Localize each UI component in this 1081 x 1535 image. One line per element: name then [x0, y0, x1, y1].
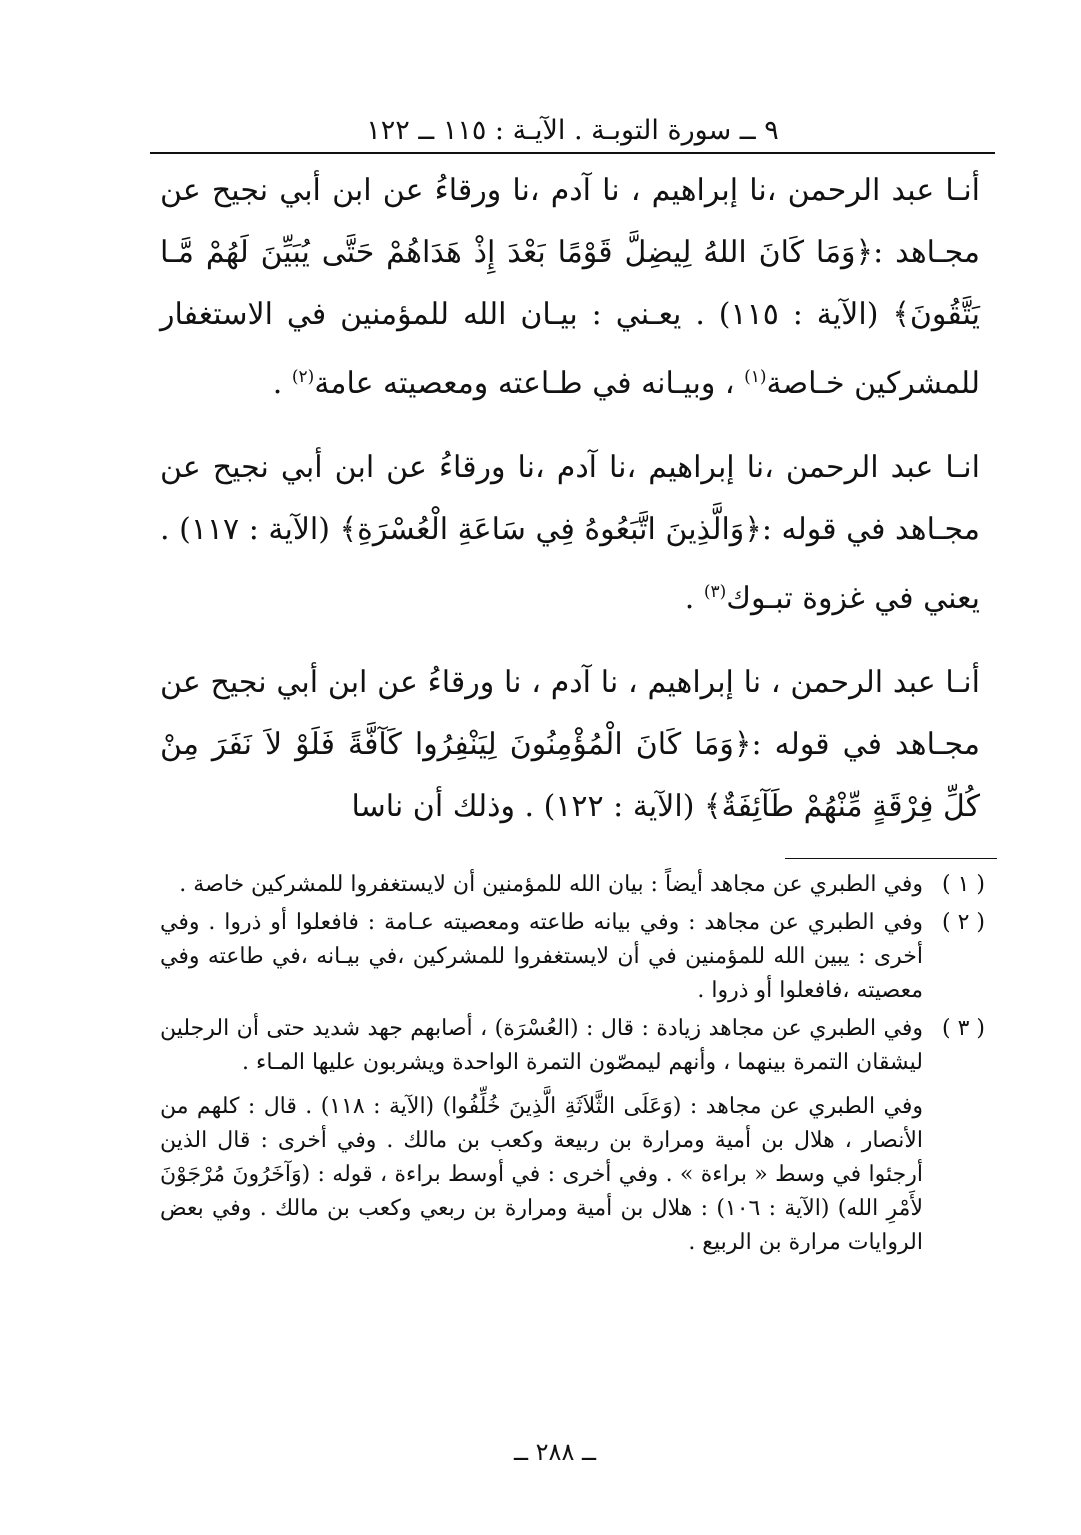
- footnote-ref-1: (١): [744, 367, 767, 387]
- paragraph-1-text-b: ، وبيـانه في طـاعته ومعصيته عامة: [314, 366, 735, 401]
- paragraph-1-text-a: أنـا عبد الرحمن ،نا إبراهيم ، نا آدم ،نا ورقاءُ عن ابن أبي نجيح عن مجـاهد :﴿وَمَا كَانَ اللهُ لِيضِلَّ قَوْمًا بَعْدَ إِذْ هَدَاهُمْ حَتَّى يُبَيِّنَ لَهُمْ مَّـا يَتَّقُونَ﴾ (الآية : ١١٥) . يعـني : بيـان الله للمؤمنين في الاستغفار للمشركين خـاصة: [160, 173, 981, 401]
- footnote-rule: [785, 858, 997, 859]
- paragraph-1: [160, 160, 980, 415]
- footnote-number: ( ٢ ): [942, 910, 985, 935]
- footnote-3-continuation: وفي الطبري عن مجاهد : (وَعَلَى الثَّلاَثَةِ الَّذِينَ خُلِّفُوا) (الآية : ١١٨) . قال : كلهم من الأنصار ، هلال بن أمية ومرارة بن ربيعة وكعب بن مالك . وفي أخرى : قال الذين أرجئوا في وسط « براءة » . وفي أخرى : في أوسط براءة ، قوله : (وَآخَرُونَ مُرْجَوْنَ لأَمْرِ الله) (الآية : ١٠٦) : هلال بن أمية ومرارة بن ربعي وكعب بن مالك . وفي بعض الروايات مرارة بن الربيع .: [160, 1094, 923, 1255]
- footnote-ref-2: (٢): [291, 367, 315, 387]
- paragraph-2-end: .: [684, 581, 695, 616]
- footnote-number: ( ٣ ): [942, 1016, 985, 1041]
- main-text: [160, 160, 980, 860]
- header-rule: [150, 152, 995, 154]
- paragraph-3: أنـا عبد الرحمن ، نا إبراهيم ، نا آدم ، نا ورقاءُ عن ابن أبي نجيح عن مجـاهد في قوله :﴿وَمَا كَانَ الْمُؤْمِنُونَ لِيَنْفِرُوا كَآفَّةً فَلَوْ لاَ نَفَرَ مِنْ كُلِّ فِرْقَةٍ مِّنْهُمْ طَآئِفَةٌ﴾ (الآية : ١٢٢) . وذلك أن ناسا: [160, 665, 980, 824]
- footnote-text: وفي الطبري عن مجاهد أيضاً : بيان الله للمؤمنين أن لايستغفروا للمشركين خاصة .: [179, 872, 923, 897]
- footnote-ref-3: (٣): [703, 582, 727, 602]
- paragraph-2-text: انـا عبد الرحمن ،نا إبراهيم ،نا آدم ،نا ورقاءُ عن ابن أبي نجيح عن مجـاهد في قوله :﴿وَالَّذِينَ اتَّبَعُوهُ فِي سَاعَةِ الْعُسْرَةِ﴾ (الآية : ١١٧) . يعني في غزوة تبـوك: [160, 450, 980, 616]
- footnote-text: وفي الطبري عن مجاهد : وفي بيانه طاعته ومعصيته عـامة : فافعلوا أو ذروا . وفي أخرى : يبين الله للمؤمنين في أن لايستغفروا للمشركين ،في بيـانه ،في طاعته وفي معصيته ،فافعلوا أو ذروا .: [160, 910, 923, 1003]
- footnote-number: ( ١ ): [942, 872, 985, 897]
- paragraph-2: [160, 437, 980, 630]
- footnote-text: وفي الطبري عن مجاهد زيادة : قال : (العُسْرَة) ، أصابهم جهد شديد حتى أن الرجلين ليشقان التمرة بينهما ، وأنهم ليمصّون التمرة الواحدة ويشربون عليها المـاء .: [160, 1016, 923, 1075]
- footnote-2: [160, 906, 985, 1008]
- page-number: ــ ٢٨٨ ــ: [513, 1438, 597, 1466]
- paragraph-1-end: .: [272, 366, 283, 401]
- running-header: ٩ ــ سورة التوبـة . الآيـة : ١١٥ ــ ١٢٢: [366, 115, 779, 146]
- footnote-3: [160, 1012, 985, 1080]
- footnote-1: [160, 868, 985, 902]
- footnotes: [160, 868, 985, 1260]
